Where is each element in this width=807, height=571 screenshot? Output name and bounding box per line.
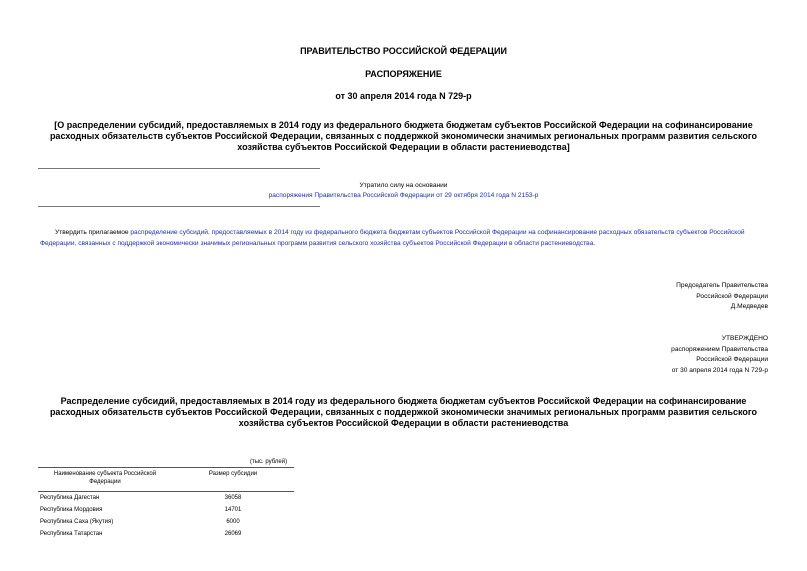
subsidy-amount: 6000 [226, 519, 240, 525]
units-label: (тыс. рублей) [250, 459, 288, 465]
region-name: Республика Дагестан [40, 495, 100, 501]
subsidy-amount: 26069 [224, 531, 242, 537]
approve-prefix: Утвердить прилагаемое [55, 229, 131, 236]
approval-stamp: УТВЕРЖДЕНО [721, 335, 768, 342]
document-subject: [О распределении субсидий, предоставляемых в 2014 году из федерального бюджета бюджетам субъектов Российской Федерации на софинансирование расходных обязательств субъектов Российской Федерации, связанных с поддержкой экономически значимых региональных программ развития сельского хозяйства субъектов Российской Федерации в области растениеводства] [49, 120, 758, 152]
region-name: Республика Мордовия [40, 507, 103, 513]
approve-suffix: . [593, 239, 596, 247]
divider-bottom [38, 206, 320, 207]
signature-block [676, 281, 768, 313]
signature-position: Председатель Правительства [676, 282, 768, 289]
table-row [38, 492, 294, 505]
table-header-row [38, 468, 294, 492]
document-date: от 30 апреля 2014 года N 729-р [335, 91, 472, 101]
table-row [38, 516, 294, 528]
lost-force-label: Утратило силу на основании [359, 182, 448, 189]
basis-link[interactable]: распоряжения Правительства Российской Федерации от 29 октября 2014 года N 2153-р [268, 192, 539, 199]
signature-name: Д.Медведев [730, 303, 768, 310]
document-type: РАСПОРЯЖЕНИЕ [365, 69, 442, 79]
subsidy-amount: 36058 [224, 495, 242, 501]
distribution-link[interactable]: распределение субсидий, предоставляемых в 2014 году из федерального бюджета бюджетам субъектов Российской Федерации на софинансирование расходных обязательств субъектов Российской Федерации, связанных с поддержкой экономически значимых региональных программ развития сельского хозяйства субъектов Российской Федерации в области растениеводства [40, 229, 745, 247]
column-header-amount: Размер субсидии [208, 471, 258, 477]
table-row [38, 528, 294, 540]
signature-country: Российской Федерации [696, 292, 768, 300]
region-name: Республика Татарстан [40, 531, 103, 537]
government-heading: ПРАВИТЕЛЬСТВО РОССИЙСКОЙ ФЕДЕРАЦИИ [300, 46, 507, 56]
approval-line3: Российской Федерации [696, 356, 768, 363]
column-header-name: Наименование субъекта Российской Федерации [53, 471, 157, 485]
subsidy-amount: 14701 [224, 507, 242, 513]
table-row [38, 504, 294, 516]
approve-paragraph [40, 228, 770, 249]
approval-line2: распоряжением Правительства [671, 345, 768, 353]
subsidy-table [38, 467, 294, 540]
divider-top [38, 168, 320, 169]
distribution-title: Распределение субсидий, предоставляемых в 2014 году из федерального бюджета бюджетам субъектов Российской Федерации на софинансирование расходных обязательств субъектов Российской Федерации, связанных с поддержкой экономически значимых региональных программ развития сельского хозяйства субъектов Российской Федерации в области растениеводства [49, 396, 758, 428]
region-name: Республика Саха (Якутия) [40, 519, 114, 525]
approval-block [671, 334, 768, 376]
approval-date: от 30 апреля 2014 года N 729-р [671, 366, 768, 374]
